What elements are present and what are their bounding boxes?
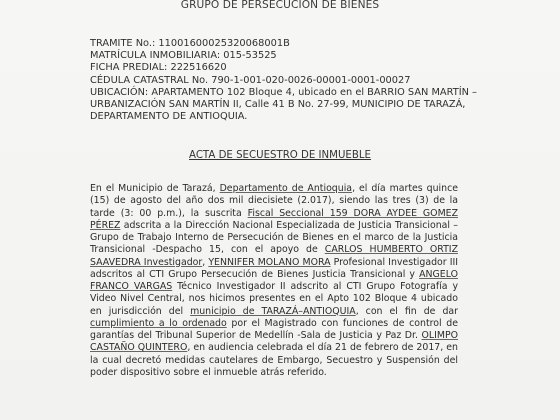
ficha-predial: FICHA PREDIAL: 222516620	[90, 62, 227, 74]
underlined-investigator-1: CARLOS HUMBERTO ORTIZ SAAVEDRA Investigador	[90, 244, 458, 268]
body-text-segment: Técnico Investigador II adscrito al CTI Grupo Fotografía y Video Nivel Central, nos hicimos presentes en el Apto 102 Bloque 4 ubicado en jurisdicción del	[90, 281, 458, 317]
underlined-municipality: municipio de TARAZÁ–ANTIOQUIA	[190, 305, 356, 317]
tramite-number: TRAMITE No.: 11001600025320068001B	[90, 38, 290, 49]
body-text-segment: Profesional Investigador III adscritos al CTI Grupo Persecución de Bienes Justicia Transicional y	[90, 256, 458, 280]
acta-body	[90, 183, 458, 379]
underlined-fiscal: Fiscal Seccional 159 DORA AYDEE GOMEZ PÉREZ	[90, 207, 458, 231]
underlined-department: Departamento de Antioquia	[219, 183, 353, 194]
cedula-catastral: CÉDULA CATASTRAL No. 790-1-001-020-0026-00001-0001-00027	[90, 74, 411, 86]
body-text-segment: En el Municipio de Tarazá,	[90, 183, 220, 194]
underlined-magistrate: OLIMPO CASTAÑO QUINTERO	[90, 330, 458, 354]
body-text-segment: por el Magistrado con funciones de control de garantías del Tribunal Superior de Medellín -Sala de Justicia y Paz Dr.	[90, 317, 458, 341]
case-metadata	[90, 38, 520, 123]
body-text-segment: , en audiencia celebrada el día 21 de febrero de 2017, en la cual decretó medidas cautelares de Embargo, Secuestro y Suspensión del poder dispositivo sobre el inmueble atrás referido.	[90, 342, 458, 378]
matricula-inmobiliaria: MATRÍCULA INMOBILIARIA: 015-53525	[90, 50, 277, 62]
underlined-investigator-2: YENNIFER MOLANO MORA	[208, 256, 331, 268]
acta-title: ACTA DE SECUESTRO DE INMUEBLE	[189, 150, 371, 161]
body-text-segment: , el día martes quince (15) de agosto del año dos mil diecisiete (2.017), siendo las tres (3) de la tarde (3: 00 p.m.), la suscrita	[90, 183, 458, 219]
ubicacion: UBICACIÓN: APARTAMENTO 102 Bloque 4, ubicado en el BARRIO SAN MARTÍN –URBANIZACIÓN SAN MARTÍN II, Calle 41 B No. 27-99, MUNICIPIO DE TARAZÁ, DEPARTAMENTO DE ANTIOQUIA.	[90, 86, 477, 123]
body-text-segment: adscrita a la Dirección Nacional Especializada de Justicia Transicional –Grupo de Trabajo Interno de Persecución de Bienes en el marco de la Justicia Transicional -Despacho 15, con el apoyo de	[90, 219, 458, 256]
underlined-investigator-3: ANGELO FRANCO VARGAS	[90, 268, 458, 292]
body-text-segment: ,	[202, 256, 209, 268]
underlined-order: cumplimiento a lo ordenado	[90, 317, 227, 329]
body-text-segment: , con el fin de dar	[355, 305, 459, 317]
document-header: GRUPO DE PERSECUCIÓN DE BIENES	[180, 0, 380, 11]
